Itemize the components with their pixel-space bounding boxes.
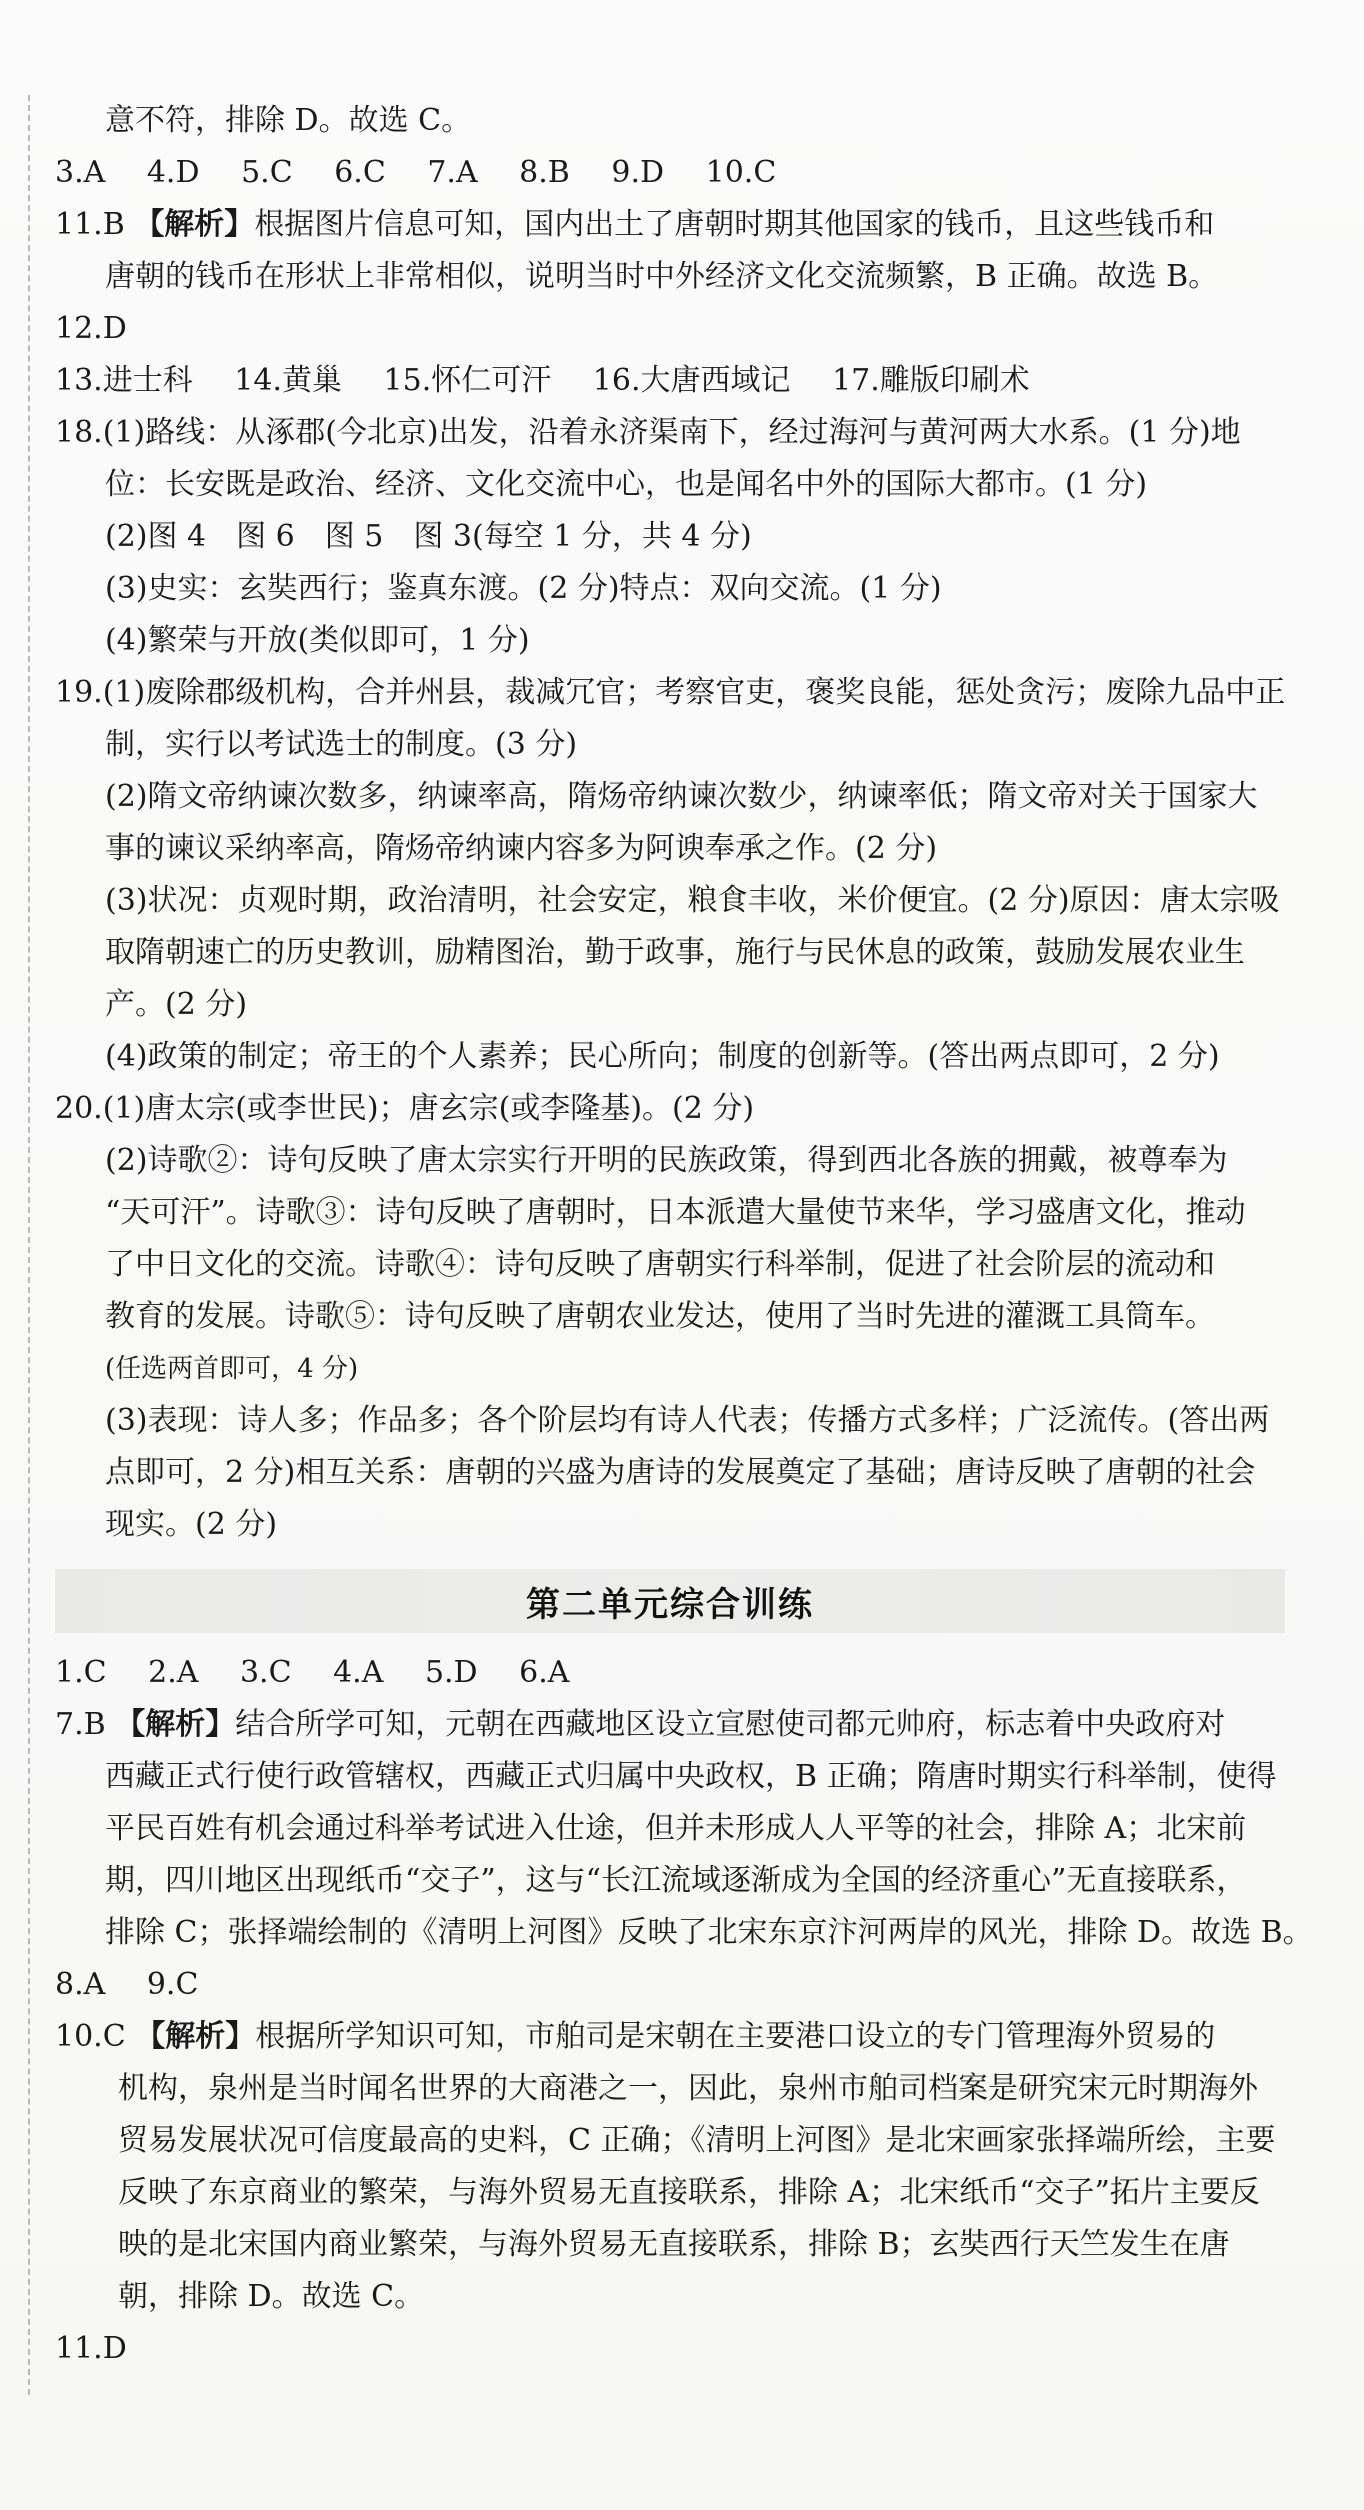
text-line: 点即可，2 分)相互关系：唐朝的兴盛为唐诗的发展奠定了基础；唐诗反映了唐朝的社会 bbox=[105, 1455, 1256, 1490]
binding-margin-line bbox=[28, 95, 30, 2395]
answer: 9.D bbox=[611, 155, 665, 190]
answer: 6.A bbox=[519, 1655, 570, 1690]
question-11 bbox=[55, 199, 1285, 251]
analysis-tag: 【解析】 bbox=[115, 1707, 236, 1742]
text-line: 根据所学知识可知，市舶司是宋朝在主要港口设立的专门管理海外贸易的 bbox=[255, 2019, 1216, 2054]
answer: 12.D bbox=[55, 311, 127, 346]
text-line: 映的是北宋国内商业繁荣，与海外贸易无直接联系，排除 B；玄奘西行天竺发生在唐 bbox=[118, 2227, 1230, 2262]
answer-row-8-9 bbox=[55, 1959, 1285, 2011]
text-line: 贸易发展状况可信度最高的史料，C 正确；《清明上河图》是北宋画家张择端所绘，主要 bbox=[118, 2123, 1276, 2158]
text-line: 位：长安既是政治、经济、文化交流中心，也是闻名中外的国际大都市。(1 分) bbox=[105, 467, 1148, 502]
text-line: 反映了东京商业的繁荣，与海外贸易无直接联系，排除 A；北宋纸币“交子”拓片主要反 bbox=[118, 2175, 1260, 2210]
text-line: 意不符，排除 D。故选 C。 bbox=[105, 103, 472, 138]
answer: 3.A bbox=[55, 155, 106, 190]
text-line: (3)史实：玄奘西行；鉴真东渡。(2 分)特点：双向交流。(1 分) bbox=[105, 571, 942, 606]
answer: 2.A bbox=[148, 1655, 199, 1690]
question-number: 11.B bbox=[55, 207, 125, 242]
question-number: 10.C bbox=[55, 2019, 126, 2054]
text-line: (3)状况：贞观时期，政治清明，社会安定，粮食丰收，米价便宜。(2 分)原因：唐太宗吸 bbox=[105, 883, 1280, 918]
text-line: 期，四川地区出现纸币“交子”，这与“长江流域逐渐成为全国的经济重心”无直接联系， bbox=[105, 1863, 1247, 1898]
analysis-tag: 【解析】 bbox=[134, 207, 255, 242]
text-line: (3)表现：诗人多；作品多；各个阶层均有诗人代表；传播方式多样；广泛流传。(答出两 bbox=[105, 1403, 1270, 1438]
text-line: (2)图 4 图 6 图 5 图 3(每空 1 分，共 4 分) bbox=[105, 519, 752, 554]
answer: 11.D bbox=[55, 2331, 127, 2366]
text-line: 排除 C；张择端绘制的《清明上河图》反映了北宋东京汴河两岸的风光，排除 D。故选 B。 bbox=[105, 1915, 1313, 1950]
text-line: 根据图片信息可知，国内出土了唐朝时期其他国家的钱币，且这些钱币和 bbox=[254, 207, 1215, 242]
text-line: 19.(1)废除郡级机构，合并州县，裁减冗官；考察官吏，褒奖良能，惩处贪污；废除九品中正 bbox=[55, 675, 1286, 710]
question-number: 7.B bbox=[55, 1707, 106, 1742]
text-line: 取隋朝速亡的历史教训，励精图治，勤于政事，施行与民休息的政策，鼓励发展农业生 bbox=[105, 935, 1245, 970]
text-line: 西藏正式行使行政管辖权，西藏正式归属中央政权，B 正确；隋唐时期实行科举制，使得 bbox=[105, 1759, 1277, 1794]
answer: 17.雕版印刷术 bbox=[832, 363, 1030, 398]
analysis-tag: 【解析】 bbox=[135, 2019, 256, 2054]
answer: 10.C bbox=[705, 155, 777, 190]
answer-row-1-6 bbox=[55, 1647, 1285, 1699]
answer-content bbox=[55, 95, 1313, 2375]
question-10 bbox=[55, 2011, 1285, 2063]
text-line: (2)隋文帝纳谏次数多，纳谏率高，隋炀帝纳谏次数少，纳谏率低；隋文帝对关于国家大 bbox=[105, 779, 1258, 814]
question-7 bbox=[55, 1699, 1285, 1751]
text-line: (2)诗歌②：诗句反映了唐太宗实行开明的民族政策，得到西北各族的拥戴，被尊奉为 bbox=[105, 1143, 1228, 1178]
text-line: (4)政策的制定；帝王的个人素养；民心所向；制度的创新等。(答出两点即可，2 分) bbox=[105, 1039, 1220, 1074]
answer-row-3-10 bbox=[55, 147, 1285, 199]
text-line: 20.(1)唐太宗(或李世民)；唐玄宗(或李隆基)。(2 分) bbox=[55, 1091, 755, 1126]
text-line: 制，实行以考试选士的制度。(3 分) bbox=[105, 727, 578, 762]
answer: 14.黄巢 bbox=[234, 363, 342, 398]
answer: 13.进士科 bbox=[55, 363, 193, 398]
text-line: (任选两首即可，4 分) bbox=[105, 1354, 359, 1384]
text-line: “天可汗”。诗歌③：诗句反映了唐朝时，日本派遣大量使节来华，学习盛唐文化，推动 bbox=[105, 1195, 1246, 1230]
answer: 8.A bbox=[55, 1967, 106, 2002]
text-line: 18.(1)路线：从涿郡(今北京)出发，沿着永济渠南下，经过海河与黄河两大水系。(1 分)地 bbox=[55, 415, 1241, 450]
text-line: 结合所学可知，元朝在西藏地区设立宣慰使司都元帅府，标志着中央政府对 bbox=[235, 1707, 1226, 1742]
text-line: 产。(2 分) bbox=[105, 987, 248, 1022]
answer: 9.C bbox=[146, 1967, 199, 2002]
section-header bbox=[55, 1569, 1285, 1633]
text-line: 机构，泉州是当时闻名世界的大商港之一，因此，泉州市舶司档案是研究宋元时期海外 bbox=[118, 2071, 1258, 2106]
text-line: 现实。(2 分) bbox=[105, 1507, 278, 1542]
text-line: 唐朝的钱币在形状上非常相似，说明当时中外经济文化交流频繁，B 正确。故选 B。 bbox=[105, 259, 1219, 294]
answer: 4.A bbox=[333, 1655, 384, 1690]
text-line: 事的谏议采纳率高，隋炀帝纳谏内容多为阿谀奉承之作。(2 分) bbox=[105, 831, 938, 866]
answer: 5.D bbox=[424, 1655, 478, 1690]
text-line: 平民百姓有机会通过科举考试进入仕途，但并未形成人人平等的社会，排除 A；北宋前 bbox=[105, 1811, 1247, 1846]
text-line: 朝，排除 D。故选 C。 bbox=[118, 2279, 425, 2314]
section-title: 第二单元综合训练 bbox=[526, 1584, 814, 1625]
answer: 1.C bbox=[55, 1655, 107, 1690]
answer: 7.A bbox=[427, 155, 478, 190]
answer-row-13-17 bbox=[55, 355, 1285, 407]
answer: 6.C bbox=[334, 155, 386, 190]
text-line: (4)繁荣与开放(类似即可，1 分) bbox=[105, 623, 530, 658]
answer: 16.大唐西域记 bbox=[592, 363, 791, 398]
answer: 15.怀仁可汗 bbox=[383, 363, 552, 398]
answer: 3.C bbox=[239, 1655, 292, 1690]
text-line: 了中日文化的交流。诗歌④：诗句反映了唐朝实行科举制，促进了社会阶层的流动和 bbox=[105, 1247, 1215, 1282]
text-line: 教育的发展。诗歌⑤：诗句反映了唐朝农业发达，使用了当时先进的灌溉工具筒车。 bbox=[105, 1299, 1215, 1334]
answer: 4.D bbox=[146, 155, 200, 190]
answer: 8.B bbox=[519, 155, 570, 190]
answer: 5.C bbox=[241, 155, 293, 190]
